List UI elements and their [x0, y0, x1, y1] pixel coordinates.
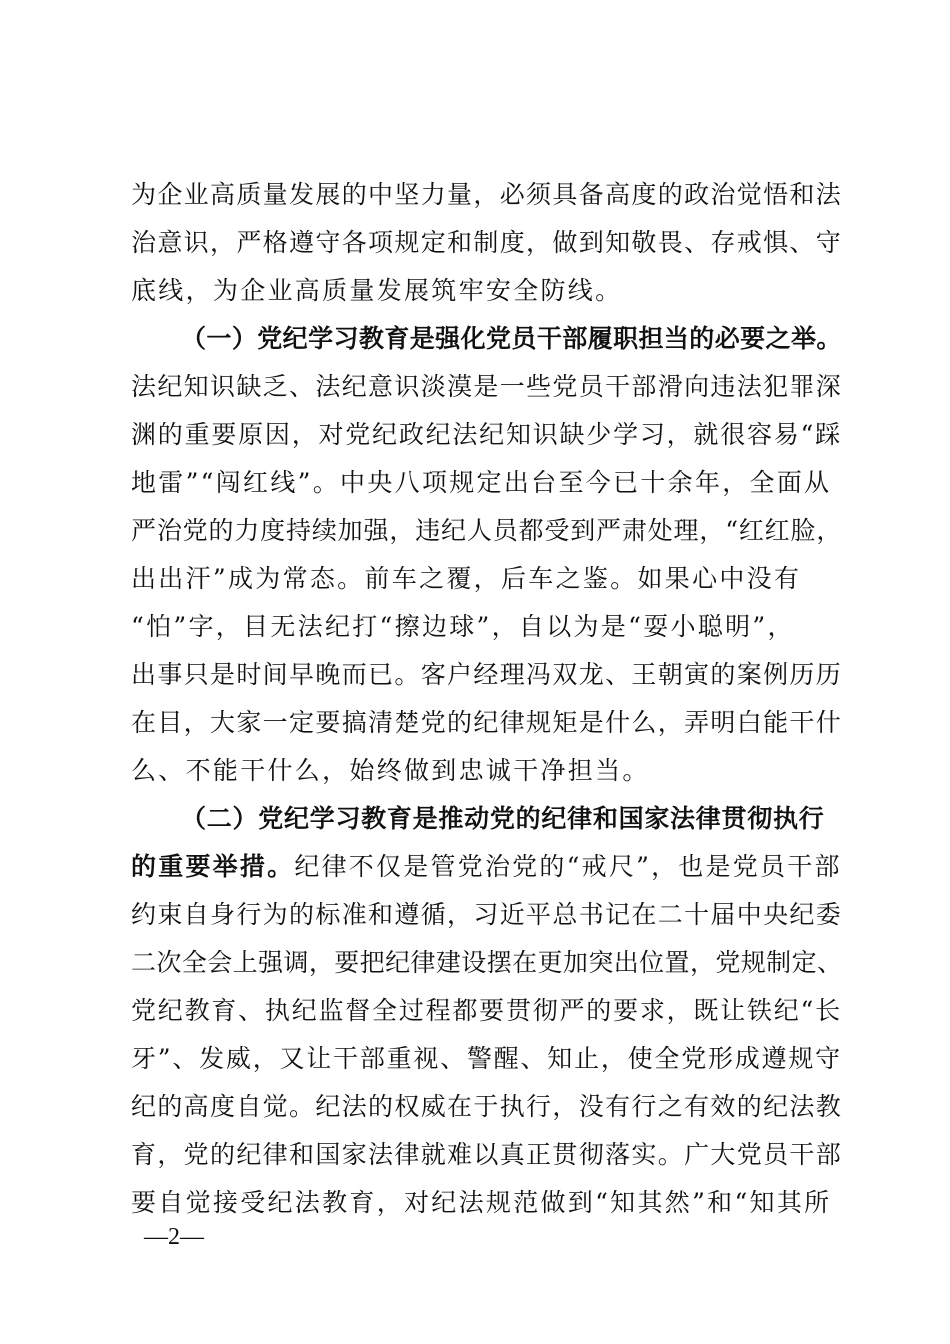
section-heading-2-end: 的重要举措。 [131, 852, 295, 881]
paragraph-line: 底线，为企业高质量发展筑牢安全防线。 [131, 276, 623, 305]
paragraph-line: 要自觉接受纪法教育，对纪法规范做到“知其然”和“知其所 [131, 1188, 832, 1217]
paragraph-line: 出事只是时间早晚而已。客户经理冯双龙、王朝寅的案例历历 [131, 660, 843, 689]
paragraph-line: 约束自身行为的标准和遵循，习近平总书记在二十届中央纪委 [131, 900, 843, 929]
section-heading-1: （一）党纪学习教育是强化党员干部履职担当的必要之举。 [181, 324, 842, 353]
paragraph-line: 党纪教育、执纪监督全过程都要贯彻严的要求，既让铁纪“长 [131, 996, 842, 1025]
paragraph-text: 纪律不仅是管党治党的“戒尺”，也是党员干部 [294, 852, 842, 881]
paragraph-line: 在目，大家一定要搞清楚党的纪律规矩是什么，弄明白能干什 [131, 708, 843, 737]
section-heading-2: （二）党纪学习教育是推动党的纪律和国家法律贯彻执行 [181, 804, 825, 833]
paragraph-line: 地雷”“闯红线”。中央八项规定出台至今已十余年，全面从 [131, 468, 832, 497]
paragraph-line: 治意识，严格遵守各项规定和制度，做到知敬畏、存戒惧、守 [131, 228, 843, 257]
paragraph-line: “怕”字，目无法纪打“擦边球”，自以为是“耍小聪明”， [131, 612, 795, 641]
paragraph-line: 出出汗”成为常态。前车之覆，后车之鉴。如果心中没有 [131, 564, 802, 593]
paragraph-line [131, 852, 842, 882]
paragraph-line: 牙”、发威，又让干部重视、警醒、知止，使全党形成遵规守 [131, 1044, 842, 1073]
paragraph-line: 严治党的力度持续加强，违纪人员都受到严肃处理，“红红脸， [131, 516, 843, 545]
paragraph-line: 为企业高质量发展的中坚力量，必须具备高度的政治觉悟和法 [131, 180, 843, 209]
paragraph-line: 法纪知识缺乏、法纪意识淡漠是一些党员干部滑向违法犯罪深 [131, 372, 843, 401]
page-number: —2— [144, 1224, 204, 1250]
paragraph-line: 二次全会上强调，要把纪律建设摆在更加突出位置，党规制定、 [131, 948, 843, 977]
paragraph-line: 纪的高度自觉。纪法的权威在于执行，没有行之有效的纪法教 [131, 1092, 843, 1121]
paragraph-line: 渊的重要原因，对党纪政纪法纪知识缺少学习，就很容易“踩 [131, 420, 842, 449]
paragraph-line: 么、不能干什么，始终做到忠诚干净担当。 [131, 756, 650, 785]
paragraph-line: 育，党的纪律和国家法律就难以真正贯彻落实。广大党员干部 [131, 1140, 843, 1169]
